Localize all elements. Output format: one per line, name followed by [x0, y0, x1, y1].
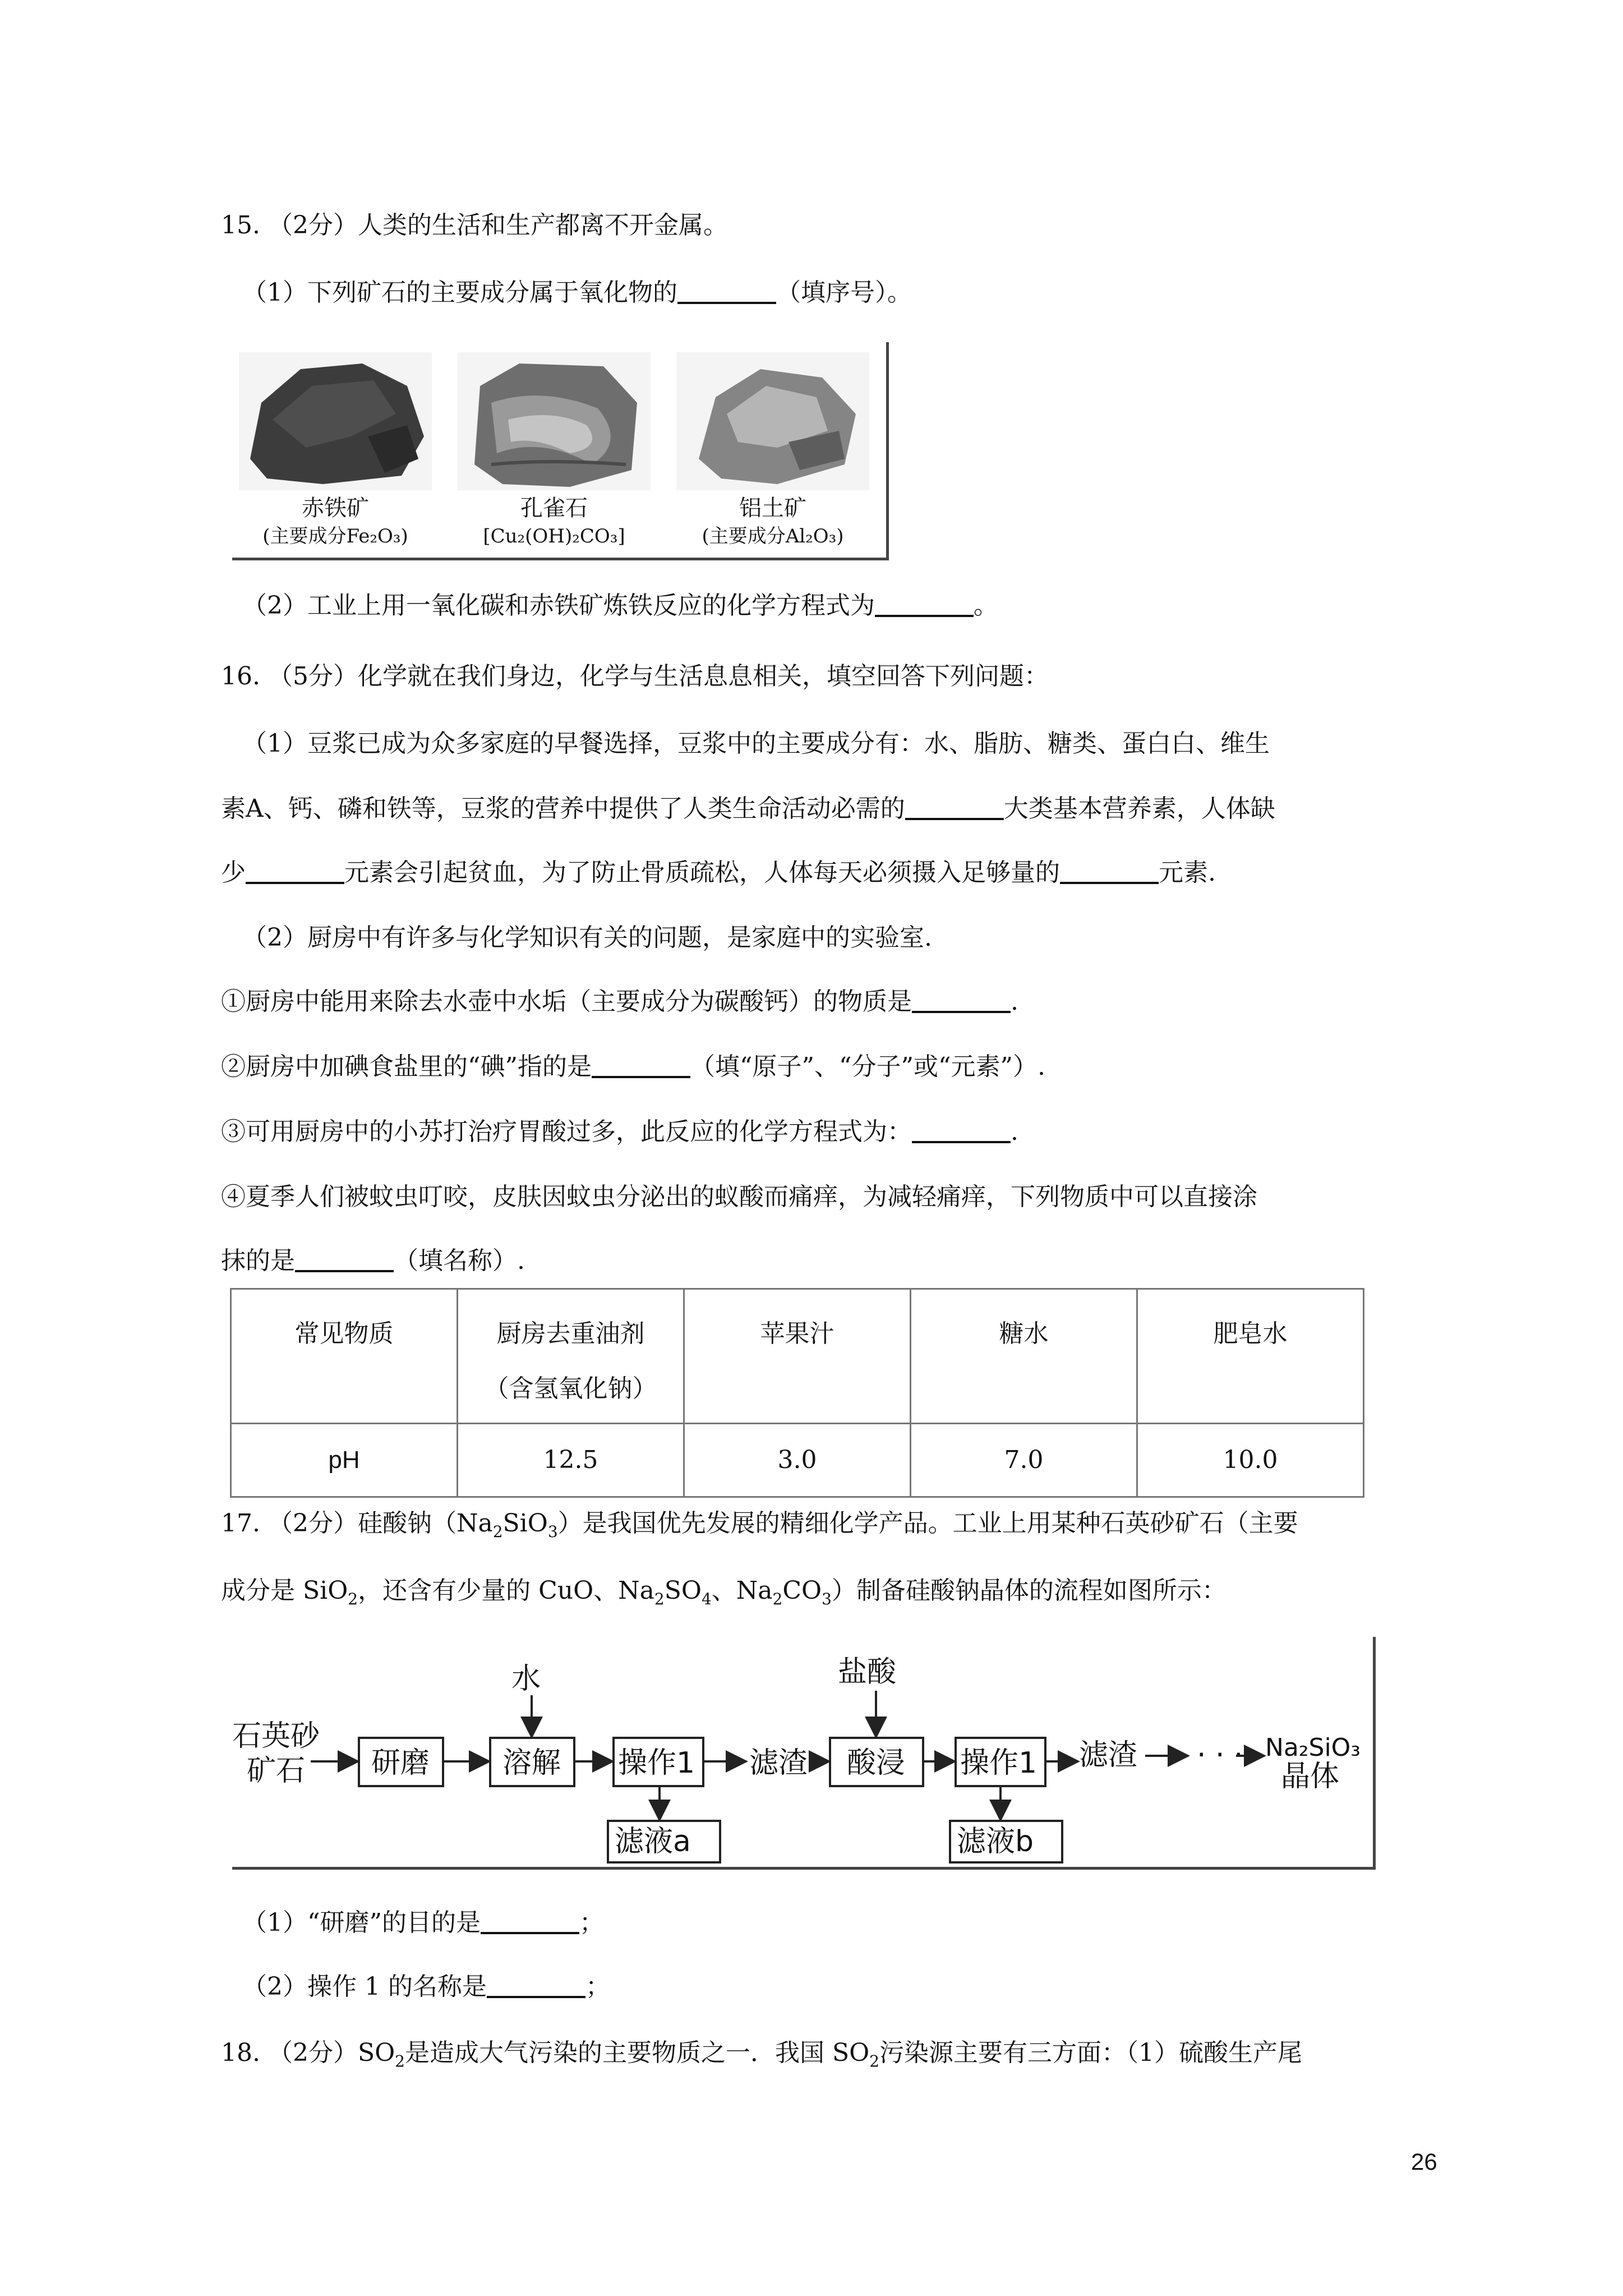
product-label: Na₂SiO₃ [1265, 1733, 1361, 1762]
ore-bauxite [670, 347, 876, 554]
acid-leach-label: 酸浸 [847, 1746, 906, 1780]
hematite-image [239, 352, 432, 490]
filtrate-a-label: 滤液a [615, 1825, 691, 1858]
q16-text: （填名称）. [394, 1246, 525, 1275]
q15-stem: 15. （2分）人类的生活和生产都离不开金属。 [221, 211, 728, 240]
q15-part2-text: （2）工业上用一氧化碳和赤铁矿炼铁反应的化学方程式为 [242, 591, 875, 620]
q15-part1 [242, 276, 912, 310]
water-label: 水 [511, 1662, 541, 1696]
table-row [231, 1424, 1364, 1497]
q16-item4-line1: ④夏季人们被蚊虫叮咬，皮肤因蚊虫分泌出的蚁酸而痛痒，为减轻痛痒，下列物质中可以直接涂 [221, 1182, 1257, 1211]
q16-text: ①厨房中能用来除去水壶中水垢（主要成分为碳酸钙）的物质是 [221, 987, 912, 1016]
ore-hematite [232, 347, 439, 554]
q18-line1: 18. （2分）$SO_2$是造成大气污染的主要物质之一．我国 $SO_2$污染源主要有三方面：（1）硫酸生产尾 [221, 2039, 1303, 2070]
answer-blank[interactable] [905, 793, 1004, 820]
table-header-row [231, 1289, 1364, 1424]
q16-text: 元素会引起贫血，为了防止骨质疏松，人体每天必须摄入足够量的 [344, 858, 1060, 887]
answer-blank[interactable] [912, 986, 1011, 1013]
residue2-label: 滤渣 [1079, 1738, 1138, 1772]
answer-blank[interactable] [677, 277, 776, 304]
table-cell: pH [231, 1424, 458, 1497]
answer-blank[interactable] [487, 1971, 585, 1998]
q17-line1: 17. （2分）硅酸钠$(Na_2SiO_3)$是我国优先发展的精细化学产品。工业上用某种石英砂矿石（主要 [221, 1509, 1298, 1541]
q15-part1-suffix: （填序号）。 [776, 278, 912, 307]
ore-formula: [Cu₂(OH)₂CO₃] [483, 525, 625, 547]
q16-text: . [1011, 1117, 1018, 1146]
answer-blank[interactable] [246, 857, 344, 884]
product-label: 晶体 [1281, 1760, 1340, 1793]
answer-blank[interactable] [295, 1245, 394, 1272]
ore-name: 孔雀石 [520, 495, 588, 521]
table-header-cell: 常见物质 [231, 1289, 458, 1424]
ore-formula: (主要成分Fe₂O₃) [262, 525, 408, 547]
q16-text: 素A、钙、磷和铁等，豆浆的营养中提供了人类生命活动必需的 [221, 794, 905, 823]
answer-blank[interactable] [912, 1116, 1011, 1143]
answer-blank[interactable] [875, 590, 974, 617]
q16-text: . [1011, 987, 1018, 1016]
q16-part1-line3 [221, 856, 1216, 890]
ore-figure [232, 342, 889, 560]
table-cell: 10.0 [1137, 1424, 1364, 1497]
bauxite-image [676, 352, 869, 490]
q16-text: 抹的是 [221, 1246, 295, 1275]
q16-part1-line1: （1）豆浆已成为众多家庭的早餐选择，豆浆中的主要成分有：水、脂肪、糖类、蛋白白、维生 [242, 729, 1270, 758]
q16-item4-line2 [221, 1244, 525, 1278]
table-cell: 7.0 [911, 1424, 1137, 1497]
q16-item3 [221, 1115, 1018, 1149]
ore-formula: (主要成分Al₂O₃) [702, 525, 844, 547]
dots-label: · · · [1197, 1738, 1243, 1772]
answer-blank[interactable] [592, 1051, 690, 1078]
flow-diagram [232, 1637, 1373, 1867]
ore-name: 铝土矿 [739, 495, 806, 521]
q15-part2 [242, 589, 998, 623]
operation1-label: 操作1 [618, 1746, 695, 1780]
raw-material-label: 石英砂 [232, 1719, 320, 1753]
residue-label: 滤渣 [749, 1746, 808, 1780]
ore-name: 赤铁矿 [302, 495, 369, 521]
answer-blank[interactable] [481, 1907, 579, 1934]
table-header-cell: 肥皂水 [1137, 1289, 1364, 1424]
filtrate-b-label: 滤液b [957, 1825, 1034, 1858]
q16-text: ③可用厨房中的小苏打治疗胃酸过多，此反应的化学方程式为： [221, 1117, 912, 1146]
grind-label: 研磨 [371, 1746, 430, 1780]
q15-part1-text: （1）下列矿石的主要成分属于氧化物的 [242, 278, 677, 307]
q16-item1 [221, 985, 1018, 1019]
q16-part1-line2 [221, 792, 1275, 826]
table-cell: 3.0 [684, 1424, 911, 1497]
q16-text: 元素. [1159, 858, 1216, 887]
q16-part2: （2）厨房中有许多与化学知识有关的问题，是家庭中的实验室. [242, 923, 932, 952]
q15-part2-suffix: 。 [974, 591, 998, 620]
table-header-cell: 糖水 [911, 1289, 1137, 1424]
q16-text: 少 [221, 858, 246, 887]
raw-material-label: 矿石 [247, 1754, 306, 1788]
ph-table [230, 1288, 1364, 1498]
q16-text: 大类基本营养素，人体缺 [1003, 794, 1275, 823]
acid-label: 盐酸 [838, 1655, 897, 1689]
q16-stem: 16. （5分）化学就在我们身边，化学与生活息息相关，填空回答下列问题： [221, 662, 1049, 691]
table-cell: 12.5 [458, 1424, 684, 1497]
q17-line2: 成分是 SiO$_2$，还含有少量的 CuO、$Na_2SO_4$、$Na_2CO_3$）制备硅酸钠晶体的流程如图所示： [221, 1576, 1227, 1608]
answer-blank[interactable] [1060, 857, 1159, 884]
operation1b-label: 操作1 [960, 1746, 1038, 1780]
q17-sub2: （2）操作 1 的名称是 ； [242, 1972, 610, 2001]
ore-malachite [451, 347, 657, 554]
dissolve-label: 溶解 [502, 1746, 561, 1780]
malachite-image [458, 352, 651, 490]
q16-text: ②厨房中加碘食盐里的“碘”指的是 [221, 1052, 592, 1081]
table-header-cell: 苹果汁 [684, 1289, 911, 1424]
q16-text: （填“原子”、“分子”或“元素”）. [690, 1052, 1045, 1081]
table-header-cell: 厨房去重油剂 （含氢氧化钠） [458, 1289, 684, 1424]
q16-item2 [221, 1050, 1045, 1084]
page-number: 26 [1411, 2148, 1437, 2175]
q17-sub1: （1）“研磨”的目的是 ； [242, 1908, 604, 1937]
